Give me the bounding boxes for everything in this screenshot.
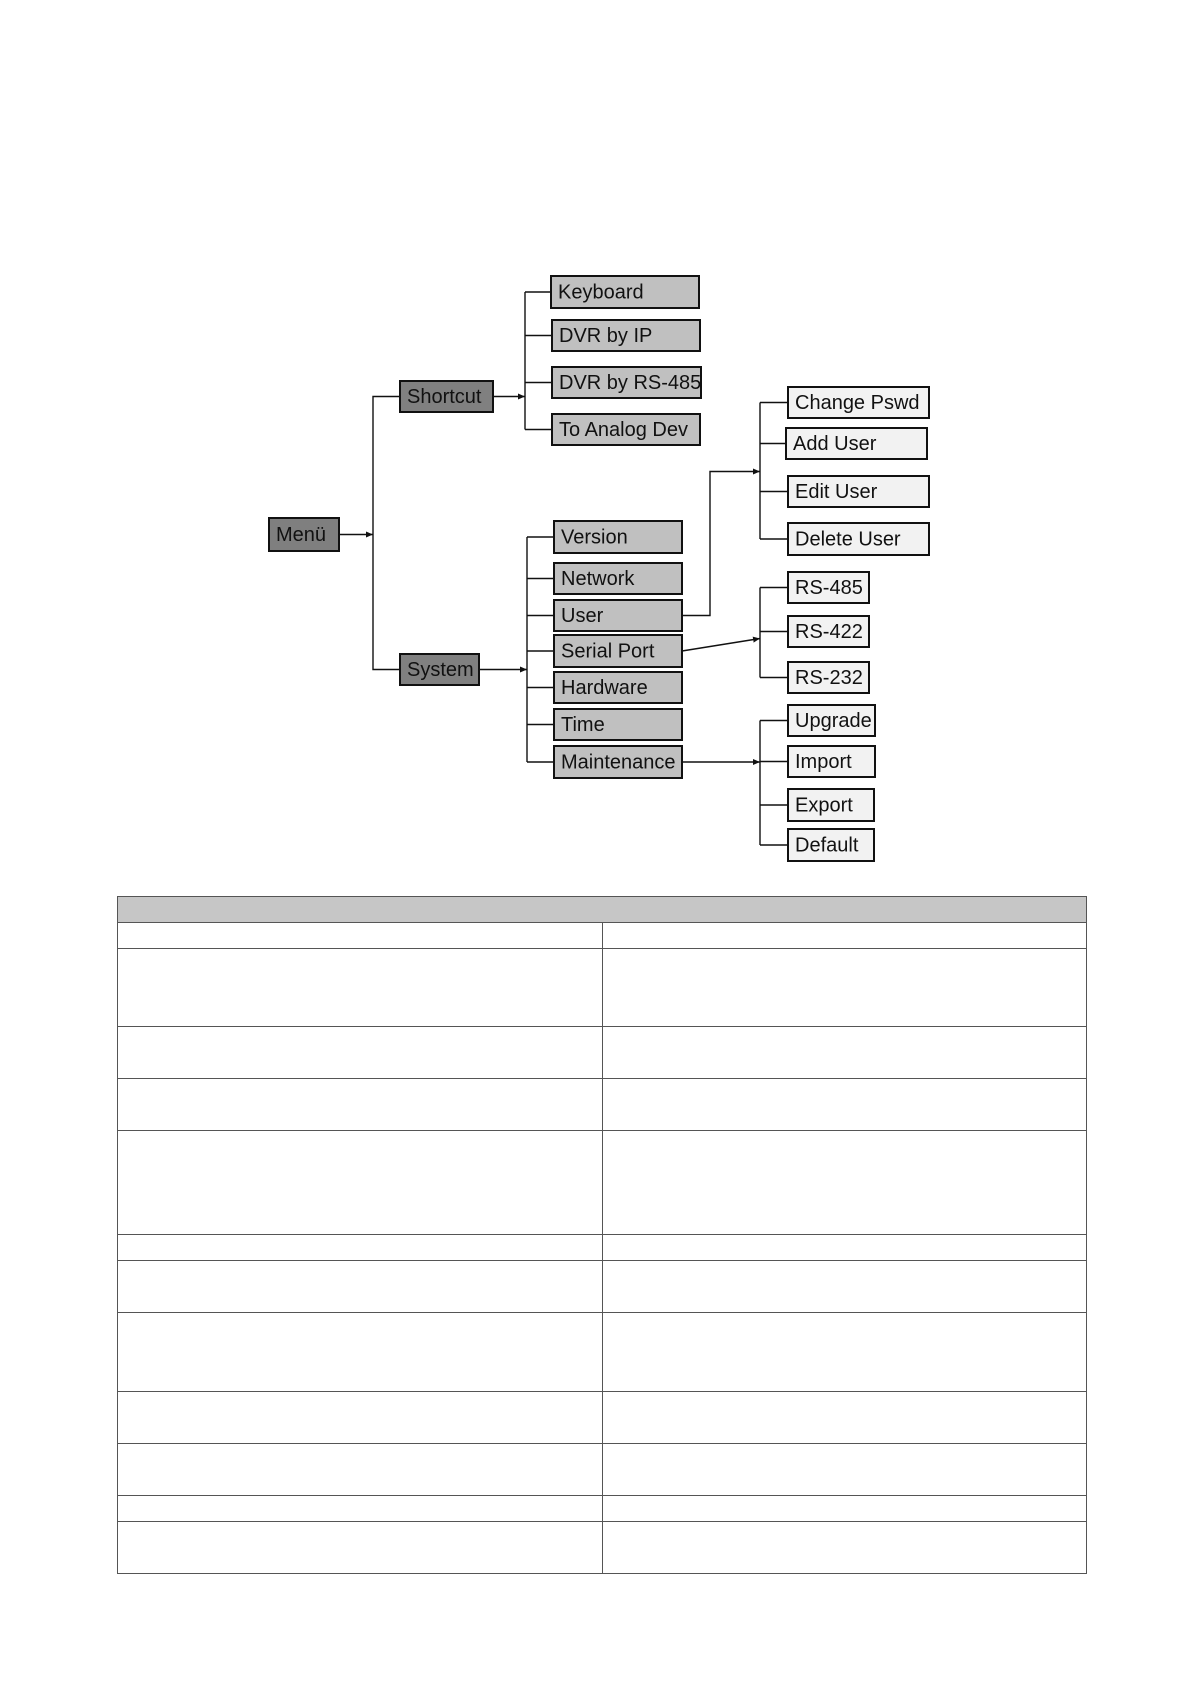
leaf-label: Edit User	[795, 480, 878, 503]
table-header-cell	[118, 897, 1087, 923]
table-row	[118, 1079, 1087, 1131]
table-cell-right	[602, 923, 1087, 949]
leaf-label: Change Pswd	[795, 391, 920, 414]
table-cell-right	[602, 949, 1087, 1027]
table-cell-right	[602, 1392, 1087, 1444]
table-row	[118, 1522, 1087, 1574]
item-label: To Analog Dev	[559, 418, 688, 441]
item-label: Hardware	[561, 676, 648, 699]
table-cell-right	[602, 1313, 1087, 1392]
node-rs-422	[788, 616, 869, 647]
node-rs-485	[788, 572, 869, 603]
item-label: Version	[561, 526, 628, 549]
table-row	[118, 1392, 1087, 1444]
node-add-user	[786, 428, 927, 459]
node-menu	[269, 518, 339, 551]
node-to-analog-dev	[552, 414, 700, 445]
item-label: Network	[561, 567, 635, 590]
item-label: User	[561, 604, 604, 627]
table-row	[118, 1027, 1087, 1079]
node-edit-user	[788, 476, 929, 507]
node-maintenance	[554, 746, 682, 778]
table-row	[118, 1235, 1087, 1261]
table-row	[118, 949, 1087, 1027]
node-dvr-by-ip	[552, 320, 700, 351]
item-label: Maintenance	[561, 751, 676, 774]
item-label: DVR by IP	[559, 324, 653, 347]
table-header-row	[118, 897, 1087, 923]
table-cell-left	[118, 1027, 603, 1079]
leaf-label: Add User	[793, 432, 877, 455]
table-row	[118, 1496, 1087, 1522]
node-change-pswd	[788, 387, 929, 418]
branch-label: Shortcut	[407, 385, 482, 408]
item-arrow-user	[682, 472, 760, 616]
item-label: DVR by RS-485	[559, 371, 702, 394]
table-cell-left	[118, 1079, 603, 1131]
item-arrow-serial-port	[682, 639, 760, 652]
root-label: Menü	[276, 523, 327, 546]
node-version	[554, 521, 682, 553]
table-cell-right	[602, 1261, 1087, 1313]
table-cell-left	[118, 1444, 603, 1496]
leaf-label: RS-485	[795, 576, 863, 599]
item-label: Keyboard	[558, 281, 644, 304]
item-label: Time	[561, 713, 605, 736]
node-delete-user	[788, 523, 929, 555]
table-cell-left	[118, 923, 603, 949]
table-cell-left	[118, 1313, 603, 1392]
table-row	[118, 1131, 1087, 1235]
node-system	[400, 654, 479, 685]
table-row	[118, 1444, 1087, 1496]
table-cell-right	[602, 1027, 1087, 1079]
table-cell-right	[602, 1444, 1087, 1496]
table-cell-left	[118, 1392, 603, 1444]
node-serial-port	[554, 635, 682, 667]
node-user	[554, 600, 682, 631]
branch-label: System	[407, 658, 474, 681]
node-time	[554, 709, 682, 740]
node-export	[788, 789, 874, 821]
item-label: Serial Port	[561, 640, 655, 663]
menu-description-table	[117, 896, 1087, 1574]
node-import	[788, 746, 875, 777]
node-dvr-by-rs-485	[552, 367, 701, 398]
leaf-label: Import	[795, 750, 852, 773]
table-row	[118, 1261, 1087, 1313]
node-hardware	[554, 672, 682, 703]
table-cell-right	[602, 1235, 1087, 1261]
leaf-label: RS-232	[795, 666, 863, 689]
node-upgrade	[788, 705, 875, 736]
table-cell-left	[118, 1496, 603, 1522]
leaf-label: Upgrade	[795, 709, 872, 732]
node-default	[788, 829, 874, 861]
leaf-label: Delete User	[795, 528, 901, 551]
table-cell-left	[118, 1131, 603, 1235]
table-cell-right	[602, 1522, 1087, 1574]
table-row	[118, 923, 1087, 949]
node-network	[554, 563, 682, 594]
table-cell-left	[118, 1522, 603, 1574]
tree-nodes	[269, 276, 929, 861]
node-shortcut	[400, 381, 493, 412]
node-keyboard	[551, 276, 699, 308]
node-rs-232	[788, 662, 869, 693]
table-cell-left	[118, 1235, 603, 1261]
table-cell-left	[118, 1261, 603, 1313]
table-row	[118, 1313, 1087, 1392]
leaf-label: Default	[795, 834, 859, 857]
table-cell-right	[602, 1079, 1087, 1131]
leaf-label: Export	[795, 794, 853, 817]
leaf-label: RS-422	[795, 620, 863, 643]
table-cell-left	[118, 949, 603, 1027]
root-trunk-line	[373, 397, 400, 670]
table-cell-right	[602, 1496, 1087, 1522]
table-cell-right	[602, 1131, 1087, 1235]
